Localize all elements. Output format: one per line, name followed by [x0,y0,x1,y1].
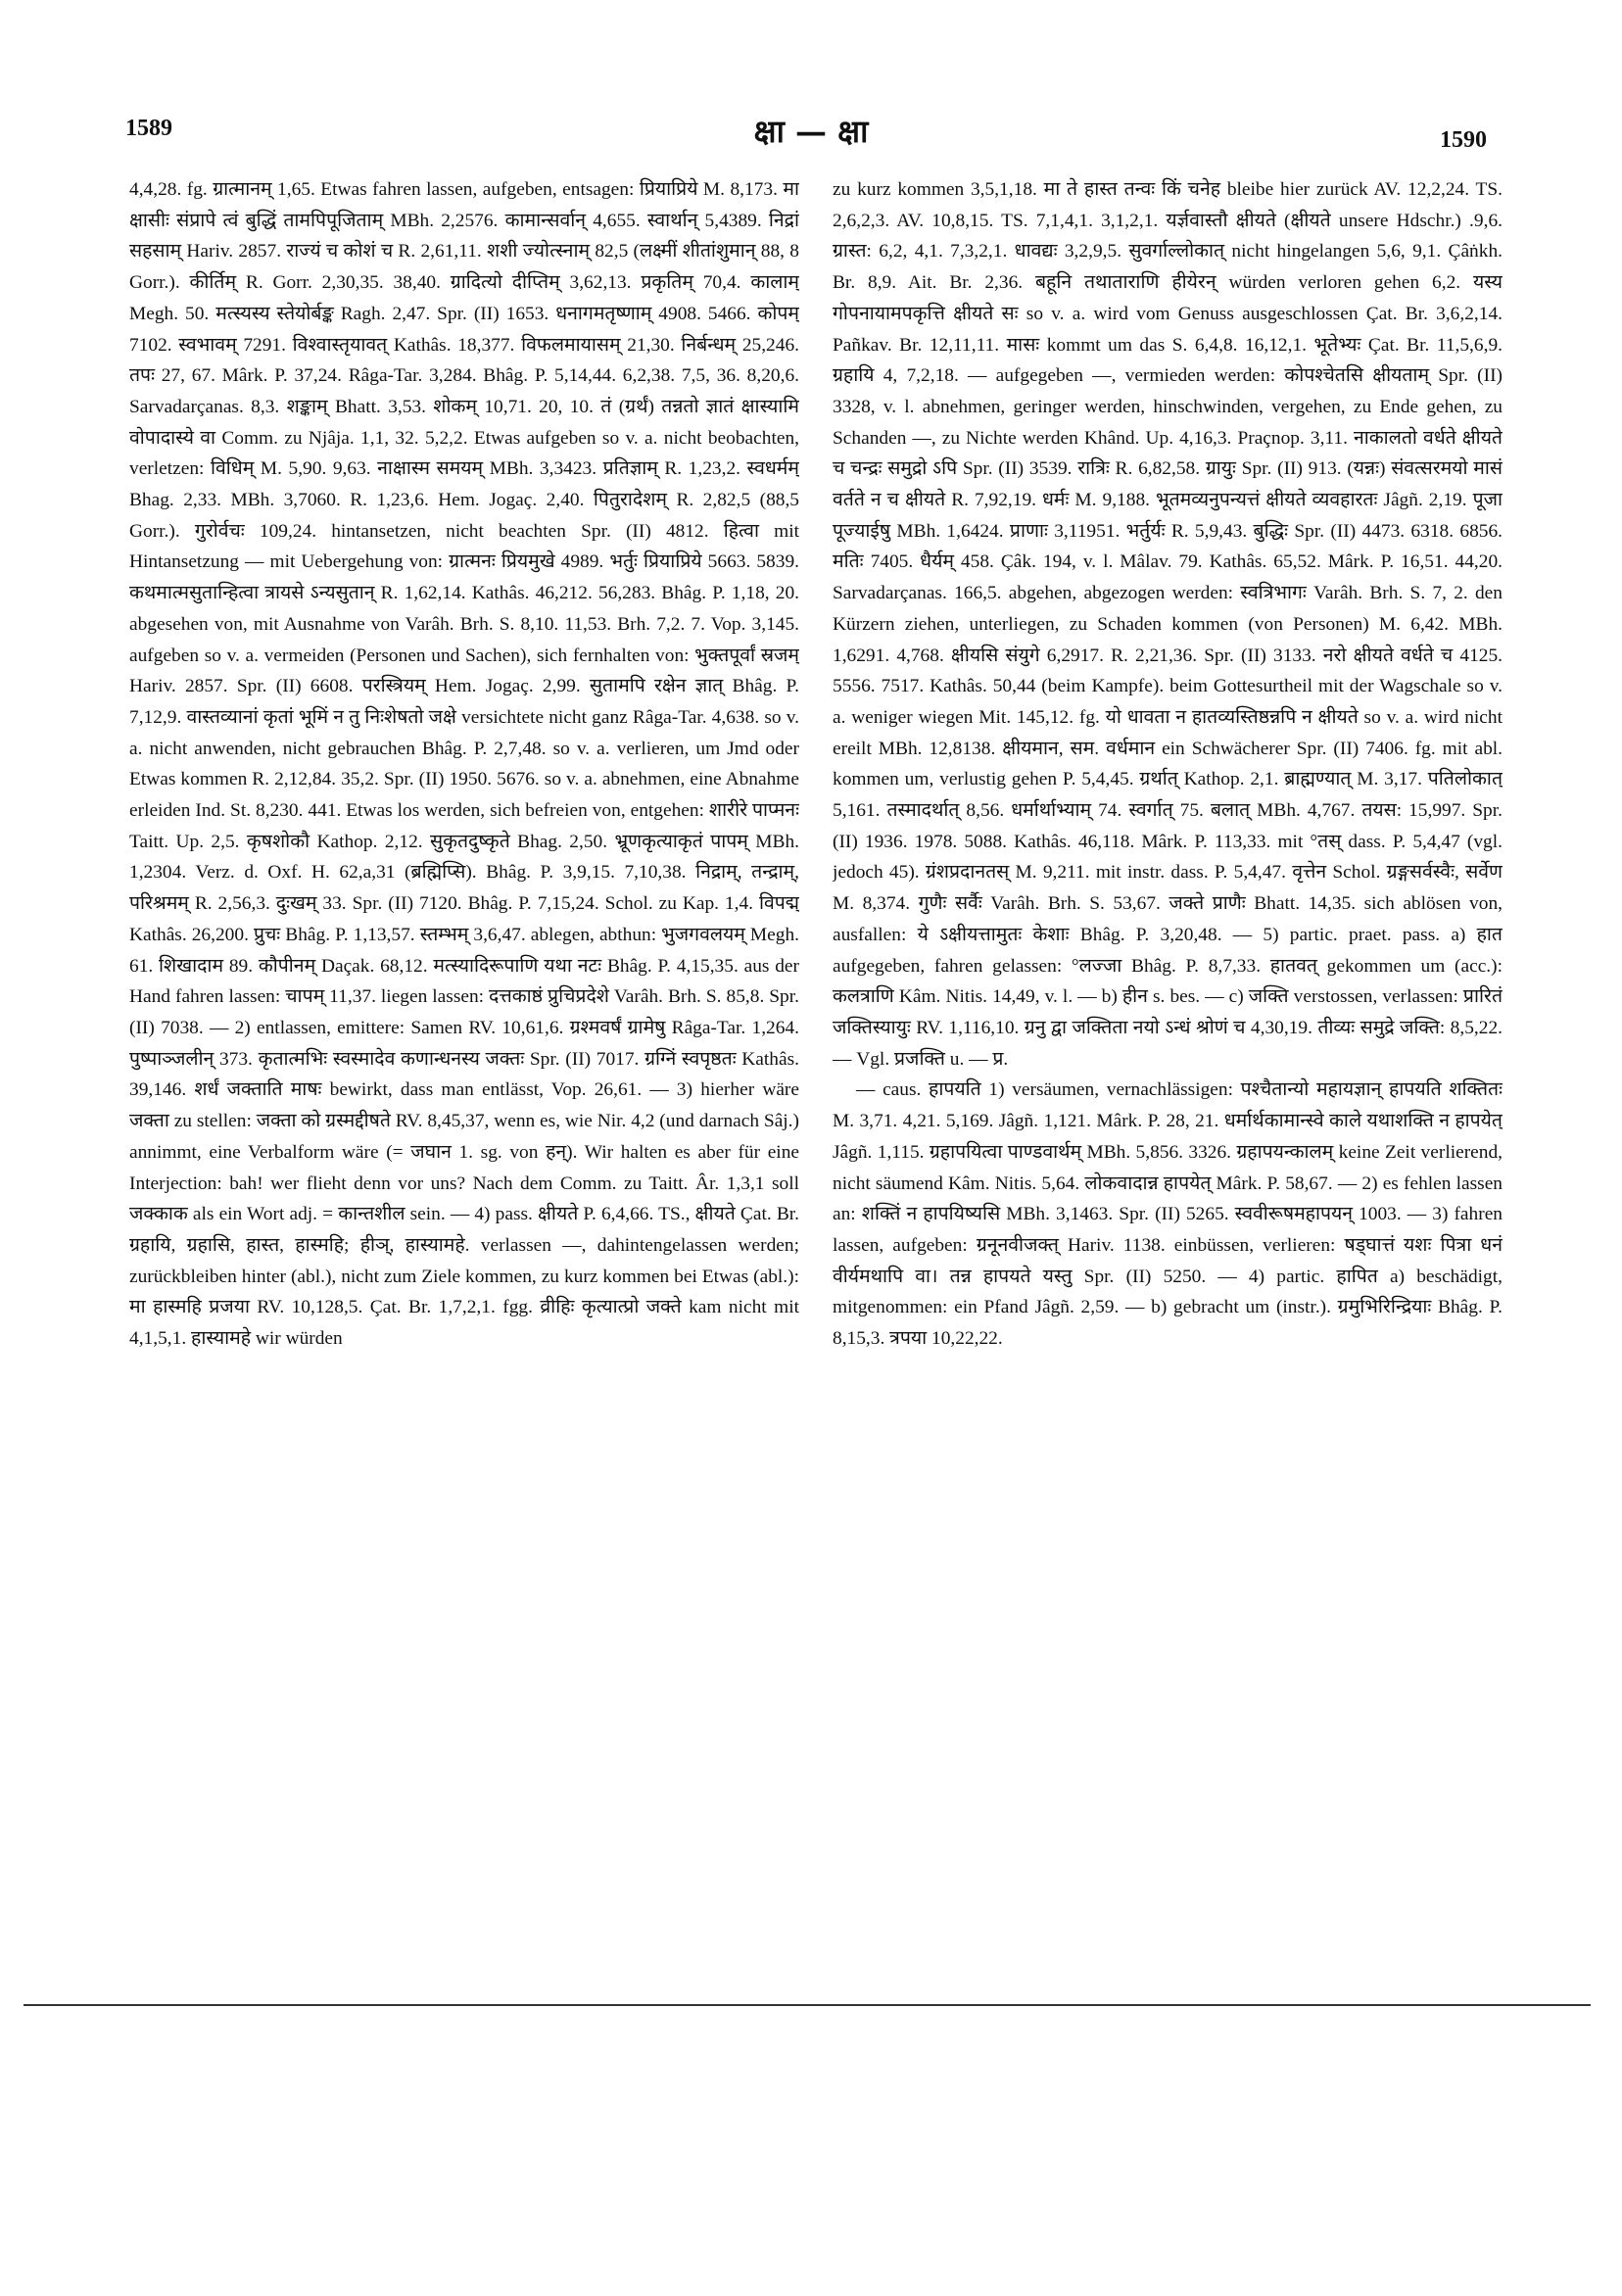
left-column-text: 4,4,28. fg. ग्रात्मानम् 1,65. Etwas fahren lassen, aufgeben, entsagen: प्रियाप्रिये M. 8,173. मा क्षासीः संप्रापे त्वं बुद्धिं तामपिपूजिताम् MBh. 2,2576. कामान्सर्वान् 4,655. स्वार्थान् 5,4389. निद्रां सहसाम् Hariv. 2857. राज्यं च कोशं च R. 2,61,11. शशी ज्योत्स्नाम् 82,5 (लक्ष्मीं शीतांशुमान् 88, 8 Gorr.). कीर्तिम् R. Gorr. 2,30,35. 38,40. ग्रादित्यो दीप्तिम् 3,62,13. प्रकृतिम् 70,4. कालाम् Megh. 50. मत्स्यस्य स्तेयोर्बङ्क Ragh. 2,47. Spr. (II) 1653. धनागमतृष्णाम् 4908. 5466. कोपम् 7102. स्वभावम् 7291. विश्वास्तृयावत् Kathâs. 18,377. विफलमायासम् 21,30. निर्बन्धम् 25,246. तपः 27, 67. Mârk. P. 37,24. Râga-Tar. 3,284. Bhâg. P. 5,14,44. 6,2,38. 7,5, 36. 8,20,6. Sarvadarçanas. 8,3. शङ्काम् Bhatt. 3,53. शोकम् 10,71. 20, 10. तं (ग्रर्थं) तन्नतो ज्ञातं क्षास्यामि वोपादास्ये वा Comm. zu Njâja. 1,1, 32. 5,2,2. Etwas aufgeben so v. a. nicht beobachten, verletzen: विधिम् M. 5,90. 9,63. नाक्षास्म समयम् MBh. 3,3423. प्रतिज्ञाम् R. 1,23,2. स्वधर्मम् Bhag. 2,33. MBh. 3,7060. R. 1,23,6. Hem. Jogaç. 2,40. पितुरादेशम् R. 2,82,5 (88,5 Gorr.). गुरोर्वचः 109,24. hintansetzen, nicht beachten Spr. (II) 4812. हित्वा mit Hintansetzung — mit Uebergehung von: ग्रात्मनः प्रियमुखे 4989. भर्तुः प्रियाप्रिये 5663. 5839. कथमात्मसुतान्हित्वा त्रायसे ऽन्यसुतान् R. 1,62,14. Kathâs. 46,212. 56,283. Bhâg. P. 1,18, 20. abgesehen von, mit Ausnahme von Varâh. Brh. S. 8,10. 11,53. Brh. 7,2. 7. Vop. 3,145. aufgeben so v. a. vermeiden (Personen und Sachen), sich fernhalten von: भुक्तपूर्वां स्रजम् Hariv. 2857. Spr. (II) 6608. परस्त्रियम् Hem. Jogaç. 2,99. सुतामपि रक्षेन ज्ञात् Bhâg. P. 7,12,9. वास्तव्यानां कृतां भूमिं न तु निःशेषतो जक्षे versichtete nicht ganz Râga-Tar. 4,638. so v. a. nicht anwenden, nicht gebrauchen Bhâg. P. 2,7,48. so v. a. verlieren, um Jmd oder Etwas kommen R. 2,12,84. 35,2. Spr. (II) 1950. 5676. so v. a. abnehmen, eine Abnahme erleiden Ind. St. 8,230. 441. Etwas los werden, sich befreien von, entgehen: शारीरे पाप्मनः Taitt. Up. 2,5. कृषशोकौ Kathop. 2,12. सुकृतदुष्कृते Bhag. 2,50. भ्रूणकृत्याकृतं पापम् MBh. 1,2304. Verz. d. Oxf. H. 62,a,31 (ब्रह्मिप्सि). Bhâg. P. 3,9,15. 7,10,38. निद्राम्, तन्द्राम्, परिश्रमम् R. 2,56,3. दुःखम् 33. Spr. (II) 7120. Bhâg. P. 7,15,24. Schol. zu Kap. 1,4. विपद्म् Kathâs. 26,200. प्रुचः Bhâg. P. 1,13,57. स्तम्भम् 3,6,47. ablegen, abthun: भुजगवलयम् Megh. 61. शिखादाम 89. कौपीनम् Daçak. 68,12. मत्स्यादिरूपाणि यथा नटः Bhâg. P. 4,15,35. aus der Hand fahren lassen: चापम् 11,37. liegen lassen: दत्तकाष्ठं प्रुचिप्रदेशे Varâh. Brh. S. 85,8. Spr. (II) 7038. — 2) entlassen, emittere: Samen RV. 10,61,6. ग्रश्मवर्षं ग्रामेषु Râga-Tar. 1,264. पुष्पाञ्जलीन् 373. कृतात्मभिः स्वस्मादेव कणान्धनस्य जक्तः Spr. (II) 7017. ग्रग्निं स्वपृष्ठतः Kathâs. 39,146. शर्धं जक्ताति माषः bewirkt, dass man entlässt, Vop. 26,61. — 3) hierher wäre जक्ता zu stellen: जक्ता को ग्रस्मद्दीषते RV. 8,45,37, wenn es, wie Nir. 4,2 (und darnach Sâj.) annimmt, eine Verbalform wäre (= जघान 1. sg. von हन्). Wir halten es aber für eine Interjection: bah! wer flieht denn vor uns? Nach dem Comm. zu Taitt. Âr. 1,3,1 soll जक्काक als ein Wort adj. = कान्तशील sein. — 4) pass. क्षीयते P. 6,4,66. TS., क्षीयते Çat. Br. ग्रहायि, ग्रहासि, हास्त, हास्महि; हीञ्, हास्यामहे. verlassen —, dahintengelassen werden; zurückbleiben hinter (abl.), nicht zum Ziele kommen, zu kurz kommen bei Etwas (abl.): मा हास्महि प्रजया RV. 10,128,5. Çat. Br. 1,7,2,1. fgg. व्रीहिः कृत्यात्प्रो जक्ते kam nicht mit 4,1,5,1. हास्यामहे wir würden [129,179,799,1350]
causative-entry: — caus. हापयति 1) versäumen, vernachlässigen: पश्चैतान्यो महायज्ञान् हापयति शक्तितः M. 3,71. 4,21. 5,169. Jâgñ. 1,121. Mârk. P. 28, 21. धर्मार्थकामान्स्वे काले यथाशक्ति न हापयेत् Jâgñ. 1,115. ग्रहापयित्वा पाण्डवार्थम् MBh. 5,856. 3326. ग्रहापयन्कालम् keine Zeit verlierend, nicht säumend Kâm. Nitis. 5,64. लोकवादान्न हापयेत् Mârk. P. 58,67. — 2) es fehlen lassen an: शक्तिं न हापयिष्यसि MBh. 3,1463. Spr. (II) 5265. स्ववीरूषमहापयन् 1003. — 3) fahren lassen, aufgeben: ग्रनूनवीजक्त् Hariv. 1138. einbüssen, verlieren: षड्घात्तं यशः पित्रा धनं वीर्यमथापि वा। तन्न हापयते यस्तु Spr. (II) 5250. — 4) partic. हापित a) beschädigt, mitgenommen: ein Pfand Jâgñ. 2,59. — b) gebracht um (instr.). ग्रमुभिरिन्द्रियाः Bhâg. P. 8,15,3. त्रपया 10,22,22. [833,1079,1503,1350]
page-number-right: 1590 [1440,127,1487,153]
right-column [833,174,1503,1937]
left-column [129,174,799,1937]
running-head: क्षा — क्षा [753,113,869,150]
footer-rule [24,2004,1591,2006]
right-column-text: zu kurz kommen 3,5,1,18. मा ते हास्त तन्वः किं चनेह bleibe hier zurück AV. 12,2,24. TS. 2,6,2,3. AV. 10,8,15. TS. 7,1,4,1. 3,1,2,1. यर्ज्ञवास्तौ क्षीयते (क्षीयते unsere Hdschr.) .9,6. ग्रास्त: 6,2, 4,1. 7,3,2,1. धावद्यः 3,2,9,5. सुवर्गाल्लोकात् nicht hingelangen 5,6, 9,1. Çâṅkh. Br. 8,9. Ait. Br. 2,36. बहूनि तथाताराणि हीयेरन् würden verloren gehen 6,2. यस्य गोपनायामपकृत्ति क्षीयते सः so v. a. wird vom Genuss ausgeschlossen Çat. Br. 3,6,2,14. Pañkav. Br. 12,11,11. मासः kommt um das S. 6,4,8. 16,12,1. भूतेभ्यः Çat. Br. 11,5,6,9. ग्रहायि 4, 7,2,18. — aufgegeben —, vermieden werden: कोपश्चेतसि क्षीयताम् Spr. (II) 3328, v. l. abnehmen, geringer werden, hinschwinden, vergehen, zu Ende gehen, zu Schanden —, zu Nichte werden Khând. Up. 4,16,3. Praçnop. 3,11. नाकालतो वर्धते क्षीयते च चन्द्रः समुद्रो ऽपि Spr. (II) 3539. रात्रिः R. 6,82,58. ग्रायुः Spr. (II) 913. (यन्नः) संवत्सरमयो मासं वर्तते न च क्षीयते R. 7,92,19. धर्मः M. 9,188. भूतमव्यनुपन्यत्तं क्षीयते व्यवहारतः Jâgñ. 2,19. पूजा पूज्याईषु MBh. 1,6424. प्राणाः 3,11951. भर्तुर्यः R. 5,9,43. बुद्धिः Spr. (II) 4473. 6318. 6856. मतिः 7405. धैर्यम् 458. Çâk. 194, v. l. Mâlav. 79. Kathâs. 65,52. Mârk. P. 16,51. 44,20. Sarvadarçanas. 166,5. abgehen, abgezogen werden: स्वत्रिभागः Varâh. Brh. S. 7, 2. den Kürzern ziehen, unterliegen, zu Schaden kommen (von Personen) M. 6,42. MBh. 1,6291. 4,768. क्षीयसि संयुगे 6,2917. R. 2,21,36. Spr. (II) 3133. नरो क्षीयते वर्धते च 4125. 5556. 7517. Kathâs. 50,44 (beim Kampfe). beim Gottesurtheil mit der Wagschale so v. a. weniger wiegen Mit. 145,12. fg. यो धावता न हातव्यस्तिष्ठन्नपि न क्षीयते so v. a. wird nicht ereilt MBh. 12,8138. क्षीयमान, सम. वर्धमान ein Schwächerer Spr. (II) 7406. fg. mit abl. kommen um, verlustig gehen P. 5,4,45. ग्रर्थात् Kathop. 2,1. ब्राह्मण्यात् M. 3,17. पतिलोकात् 5,161. तस्मादर्थात् 8,56. धर्मार्थाभ्याम् 74. स्वर्गात् 75. बलात् MBh. 4,767. तयस: 15,997. Spr. (II) 1936. 1978. 5088. Kathâs. 46,118. Mârk. P. 113,33. mit °तस् dass. P. 5,4,47 (vgl. jedoch 45). ग्रंशप्रदानतस् M. 9,211. mit instr. dass. P. 5,4,47. वृत्तेन Schol. ग्रङ्गसर्वस्वैः, सर्वेण M. 8,374. गुणैः सर्वैः Varâh. Brh. S. 53,67. जक्ते प्राणैः Bhatt. 14,35. sich ablösen von, ausfallen: ये ऽक्षीयत्तामुतः केशाः Bhâg. P. 3,20,48. — 5) partic. praet. pass. a) हात aufgegeben, fahren gelassen: °लज्जा Bhâg. P. 8,7,33. हातवत् gekommen um (acc.): कलत्राणि Kâm. Nitis. 14,49, v. l. — b) हीन s. bes. — c) जक्ति verstossen, verlassen: प्रारितं जक्तिस्यायुः RV. 1,116,10. ग्रनु द्वा जक्तिता नयो ऽन्धं श्रोणं च 4,30,19. तीव्यः समुद्रे जक्ति: 8,5,22. — Vgl. प्रजक्ति u. — प्र. [833,179,1503,1070]
page-number-left: 1589 [125,116,172,141]
